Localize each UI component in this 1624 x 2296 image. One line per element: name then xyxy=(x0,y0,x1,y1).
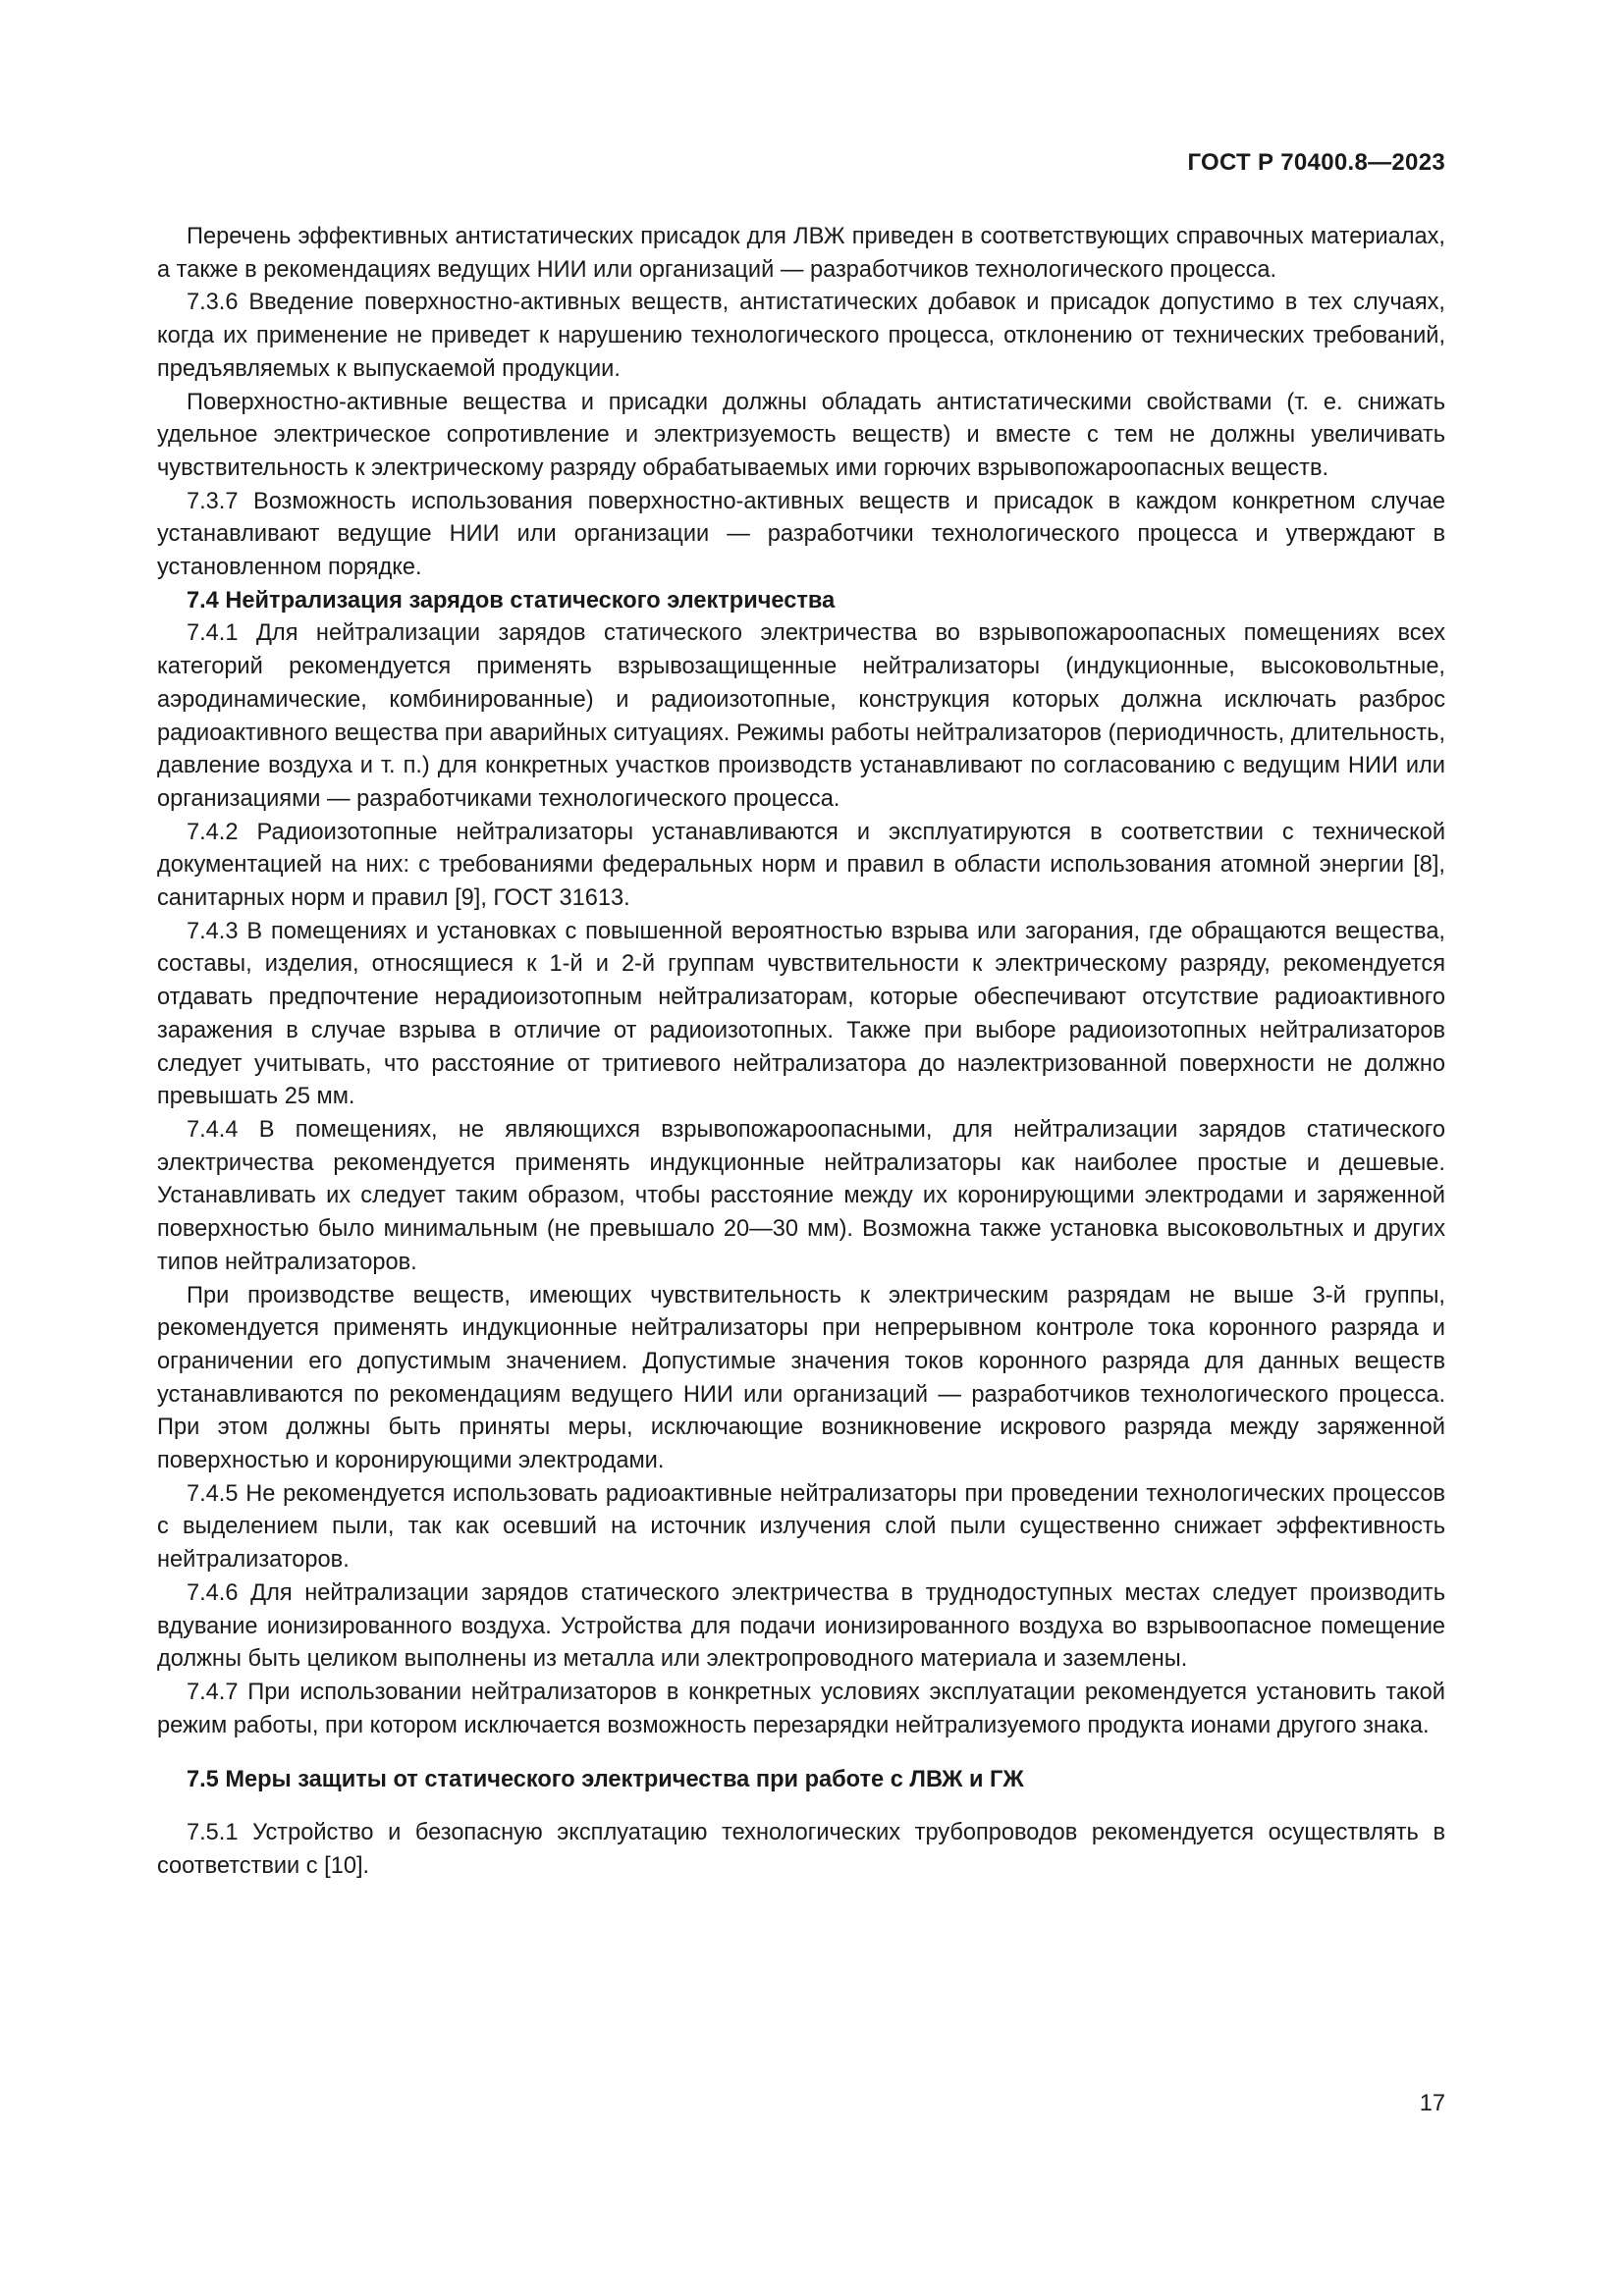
page-number: 17 xyxy=(1419,2091,1445,2116)
paragraph: 7.5.1 Устройство и безопасную эксплуатацию технологических трубопроводов рекомендуется осуществлять в соответствии с [10]. xyxy=(157,1820,1445,1879)
section-heading: 7.5 Меры защиты от статического электричества при работе с ЛВЖ и ГЖ xyxy=(187,1767,1024,1793)
document-body xyxy=(157,221,1445,1883)
paragraph: 7.4.4 В помещениях, не являющихся взрывопожароопасными, для нейтрализации зарядов статического электричества рекомендуется применять индукционные нейтрализаторы как наиболее простые и дешевые. Устанавливать их следует таким образом, чтобы расстояние между их коронирующими электродами и заряженной поверхностью было минимальным (не превышало 20—30 мм). Возможна также установка высоковольтных и других типов нейтрализаторов. xyxy=(157,1116,1445,1275)
document-code: ГОСТ Р 70400.8—2023 xyxy=(1187,149,1445,176)
paragraph: 7.3.7 Возможность использования поверхностно-активных веществ и присадок в каждом конкретном случае устанавливают ведущие НИИ или организации — разработчики технологического процесса и утверждают в установленном порядке. xyxy=(157,488,1445,581)
paragraph: При производстве веществ, имеющих чувствительность к электрическим разрядам не выше 3-й группы, рекомендуется применять индукционные нейтрализаторы при непрерывном контроле тока коронного разряда и ограничении его допустимым значением. Допустимые значения токов коронного разряда для данных веществ устанавливаются по рекомендациям ведущего НИИ или организаций — разработчиков технологического процесса. При этом должны быть приняты меры, исключающие возникновение искрового разряда между заряженной поверхностью и коронирующими электродами. xyxy=(157,1282,1445,1474)
section-heading: 7.4 Нейтрализация зарядов статического электричества xyxy=(187,587,836,614)
paragraph: 7.4.1 Для нейтрализации зарядов статического электричества во взрывопожароопасных помещениях всех категорий рекомендуется применять взрывозащищенные нейтрализаторы (индукционные, высоковольтные, аэродинамические, комбинированные) и радиоизотопные, конструкция которых должна исключать разброс радиоактивного вещества при аварийных ситуациях. Режимы работы нейтрализаторов (периодичность, длительность, давление воздуха и т. п.) для конкретных участков производств устанавливают по согласованию с ведущим НИИ или организациями — разработчиками технологического процесса. xyxy=(157,620,1445,812)
paragraph: 7.4.3 В помещениях и установках с повышенной вероятностью взрыва или загорания, где обращаются вещества, составы, изделия, относящиеся к 1-й и 2-й группам чувствительности к электрическому разряду, рекомендуется отдавать предпочтение нерадиоизотопным нейтрализаторам, которые обеспечивают отсутствие радиоактивного заражения в случае взрыва в отличие от радиоизотопных. Также при выборе радиоизотопных нейтрализаторов следует учитывать, что расстояние от тритиевого нейтрализатора до наэлектризованной поверхности не должно превышать 25 мм. xyxy=(157,918,1445,1110)
paragraph: 7.3.6 Введение поверхностно-активных веществ, антистатических добавок и присадок допустимо в тех случаях, когда их применение не приведет к нарушению технологического процесса, отклонению от технических требований, предъявляемых к выпускаемой продукции. xyxy=(157,290,1445,382)
paragraph: 7.4.5 Не рекомендуется использовать радиоактивные нейтрализаторы при проведении технологических процессов с выделением пыли, так как осевший на источник излучения слой пыли существенно снижает эффективность нейтрализаторов. xyxy=(157,1480,1445,1574)
paragraph: 7.4.2 Радиоизотопные нейтрализаторы устанавливаются и эксплуатируются в соответствии с технической документацией на них: с требованиями федеральных норм и правил в области использования атомной энергии [8], санитарных норм и правил [9], ГОСТ 31613. xyxy=(157,819,1445,912)
paragraph: Перечень эффективных антистатических присадок для ЛВЖ приведен в соответствующих справочных материалах, а также в рекомендациях ведущих НИИ или организаций — разработчиков технологического процесса. xyxy=(157,224,1445,283)
paragraph: 7.4.7 При использовании нейтрализаторов в конкретных условиях эксплуатации рекомендуется установить такой режим работы, при котором исключается возможность перезарядки нейтрализуемого продукта ионами другого знака. xyxy=(157,1679,1445,1738)
paragraph: Поверхностно-активные вещества и присадки должны обладать антистатическими свойствами (т. е. снижать удельное электрическое сопротивление и электризуемость веществ) и вместе с тем не должны увеличивать чувствительность к электрическому разряду обрабатываемых ими горючих взрывопожароопасных веществ. xyxy=(157,389,1445,481)
paragraph: 7.4.6 Для нейтрализации зарядов статического электричества в труднодоступных местах следует производить вдувание ионизированного воздуха. Устройства для подачи ионизированного воздуха во взрывоопасное помещение должны быть целиком выполнены из металла или электропроводного материала и заземлены. xyxy=(157,1579,1445,1673)
